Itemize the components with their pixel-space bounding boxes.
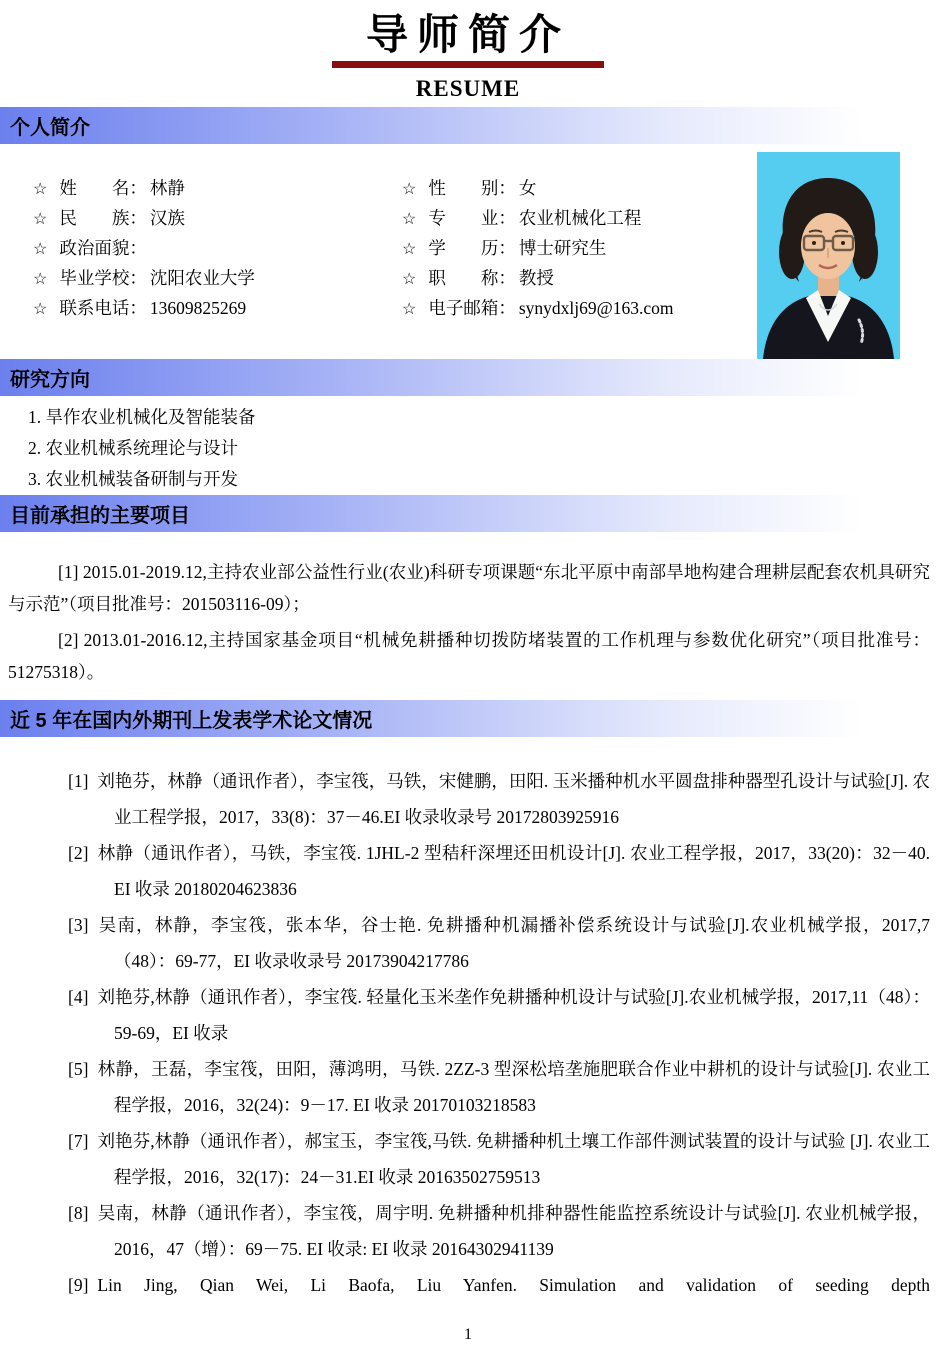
- paper-number: [5]: [68, 1059, 89, 1079]
- paper-text: 林静（通讯作者），马铁，李宝筏. 1JHL-2 型秸秆深埋还田机设计[J]. 农业工程学报，2017，33(20)：32－40. EI 收录 20180204623836: [97, 843, 930, 899]
- page-title: 导师简介: [365, 10, 570, 59]
- paper-item: [68, 1123, 930, 1195]
- personal-info-section: [0, 144, 936, 359]
- profile-photo: [757, 152, 900, 359]
- paper-text: 刘艳芬，林静（通讯作者），李宝筏，马铁，宋健鹏，田阳. 玉米播种机水平圆盘排种器型孔设计与试验[J]. 农业工程学报，2017，33(8)：37－46.EI 收录收录号 20172803925916: [97, 771, 930, 827]
- star-icon: ☆: [33, 301, 48, 318]
- section-header-research-label: 研究方向: [10, 369, 90, 391]
- personal-field-value: 沈阳农业大学: [149, 268, 255, 288]
- personal-field-row: [33, 234, 402, 264]
- personal-field-label: 专 业：: [428, 208, 516, 228]
- paper-item: [68, 1051, 930, 1123]
- paper-item: [68, 763, 930, 835]
- research-list: [0, 396, 936, 495]
- personal-field-value: 13609825269: [149, 298, 247, 318]
- project-item: [1] 2015.01-2019.12,主持农业部公益性行业(农业)科研专项课题“东北平原中南部旱地构建合理耕层配套农机具研究与示范”（项目批准号：201503116-09）；: [8, 562, 930, 614]
- paper-number: [2]: [68, 843, 89, 863]
- paper-text: 刘艳芬,林静（通讯作者），李宝筏. 轻量化玉米垄作免耕播种机设计与试验[J].农业机械学报，2017,11（48）：59-69，EI 收录: [97, 987, 930, 1043]
- personal-field-label: 性 别：: [428, 178, 516, 198]
- paper-item: [68, 1195, 930, 1267]
- projects-list: [0, 532, 936, 700]
- personal-field-row: [33, 204, 402, 234]
- personal-field-label: 学 历：: [428, 238, 516, 258]
- star-icon: ☆: [402, 181, 417, 198]
- paper-text: 吴南，林静，李宝筏，张本华，谷士艳. 免耕播种机漏播补偿系统设计与试验[J].农业机械学报，2017,7（48）：69-77，EI 收录收录号 20173904217786: [97, 915, 930, 971]
- personal-field-label: 民 族：: [59, 208, 147, 228]
- star-icon: ☆: [33, 181, 48, 198]
- personal-field-value: 教授: [518, 268, 554, 288]
- personal-field-label: 姓 名：: [59, 178, 147, 198]
- portrait-illustration: [757, 152, 900, 359]
- personal-fields-left-column: [0, 174, 402, 324]
- personal-field-label: 政治面貌：: [59, 238, 147, 258]
- personal-field-label: 毕业学校：: [59, 268, 147, 288]
- paper-item: [68, 1267, 930, 1303]
- section-header-projects: [0, 495, 936, 532]
- star-icon: ☆: [33, 271, 48, 288]
- papers-list: [0, 737, 936, 1303]
- section-header-personal-label: 个人简介: [10, 117, 90, 139]
- section-header-research: [0, 359, 936, 396]
- paper-number: [3]: [68, 915, 89, 935]
- personal-field-value: 汉族: [149, 208, 185, 228]
- star-icon: ☆: [33, 211, 48, 228]
- paper-text: 吴南，林静（通讯作者），李宝筏，周宇明. 免耕播种机排种器性能监控系统设计与试验[J]. 农业机械学报，2016，47（增）：69－75. EI 收录: EI 收录 20164302941139: [97, 1203, 930, 1259]
- paper-number: [8]: [68, 1203, 89, 1223]
- project-item: [2] 2013.01-2016.12,主持国家基金项目“机械免耕播种切拨防堵装置的工作机理与参数优化研究”（项目批准号：51275318）。: [8, 630, 930, 682]
- personal-field-value: 农业机械化工程: [518, 208, 642, 228]
- star-icon: ☆: [402, 271, 417, 288]
- research-item: 3. 农业机械装备研制与开发: [28, 469, 238, 489]
- paper-text: Lin Jing, Qian Wei, Li Baofa, Liu Yanfen. Simulation and validation of seeding depth: [97, 1275, 930, 1295]
- paper-item: [68, 907, 930, 979]
- personal-field-label: 职 称：: [428, 268, 516, 288]
- paper-item: [68, 835, 930, 907]
- personal-field-row: [33, 294, 402, 324]
- paper-number: [7]: [68, 1131, 89, 1151]
- personal-field-label: 电子邮箱：: [428, 298, 516, 318]
- page-number: 1: [464, 1326, 472, 1343]
- personal-field-label: 联系电话：: [59, 298, 147, 318]
- title-underline: [332, 61, 604, 68]
- star-icon: ☆: [33, 241, 48, 258]
- star-icon: ☆: [402, 241, 417, 258]
- paper-number: [9]: [68, 1275, 89, 1295]
- personal-field-value: synydxlj69@163.com: [518, 298, 674, 318]
- section-header-projects-label: 目前承担的主要项目: [10, 505, 190, 527]
- paper-text: 刘艳芬,林静（通讯作者），郝宝玉，李宝筏,马铁. 免耕播种机土壤工作部件测试装置的设计与试验 [J]. 农业工程学报，2016，32(17)：24－31.EI 收录 20163502759513: [97, 1131, 930, 1187]
- paper-text: 林静，王磊，李宝筏，田阳，薄鸿明，马铁. 2ZZ-3 型深松培垄施肥联合作业中耕机的设计与试验[J]. 农业工程学报，2016，32(24)：9－17. EI 收录 20170103218583: [97, 1059, 930, 1115]
- paper-number: [1]: [68, 771, 89, 791]
- personal-field-row: [33, 174, 402, 204]
- research-item: 2. 农业机械系统理论与设计: [28, 438, 238, 458]
- personal-field-value: 女: [518, 178, 537, 198]
- personal-field-value: 林静: [149, 178, 185, 198]
- star-icon: ☆: [402, 211, 417, 228]
- section-header-personal: [0, 107, 936, 144]
- paper-item: [68, 979, 930, 1051]
- page-subtitle: RESUME: [415, 76, 521, 101]
- star-icon: ☆: [402, 301, 417, 318]
- section-header-papers: [0, 700, 936, 737]
- paper-number: [4]: [68, 987, 89, 1007]
- section-header-papers-label: 近 5 年在国内外期刊上发表学术论文情况: [10, 710, 373, 732]
- personal-field-value: 博士研究生: [518, 238, 607, 258]
- personal-field-row: [33, 264, 402, 294]
- research-item: 1. 旱作农业机械化及智能装备: [28, 407, 256, 427]
